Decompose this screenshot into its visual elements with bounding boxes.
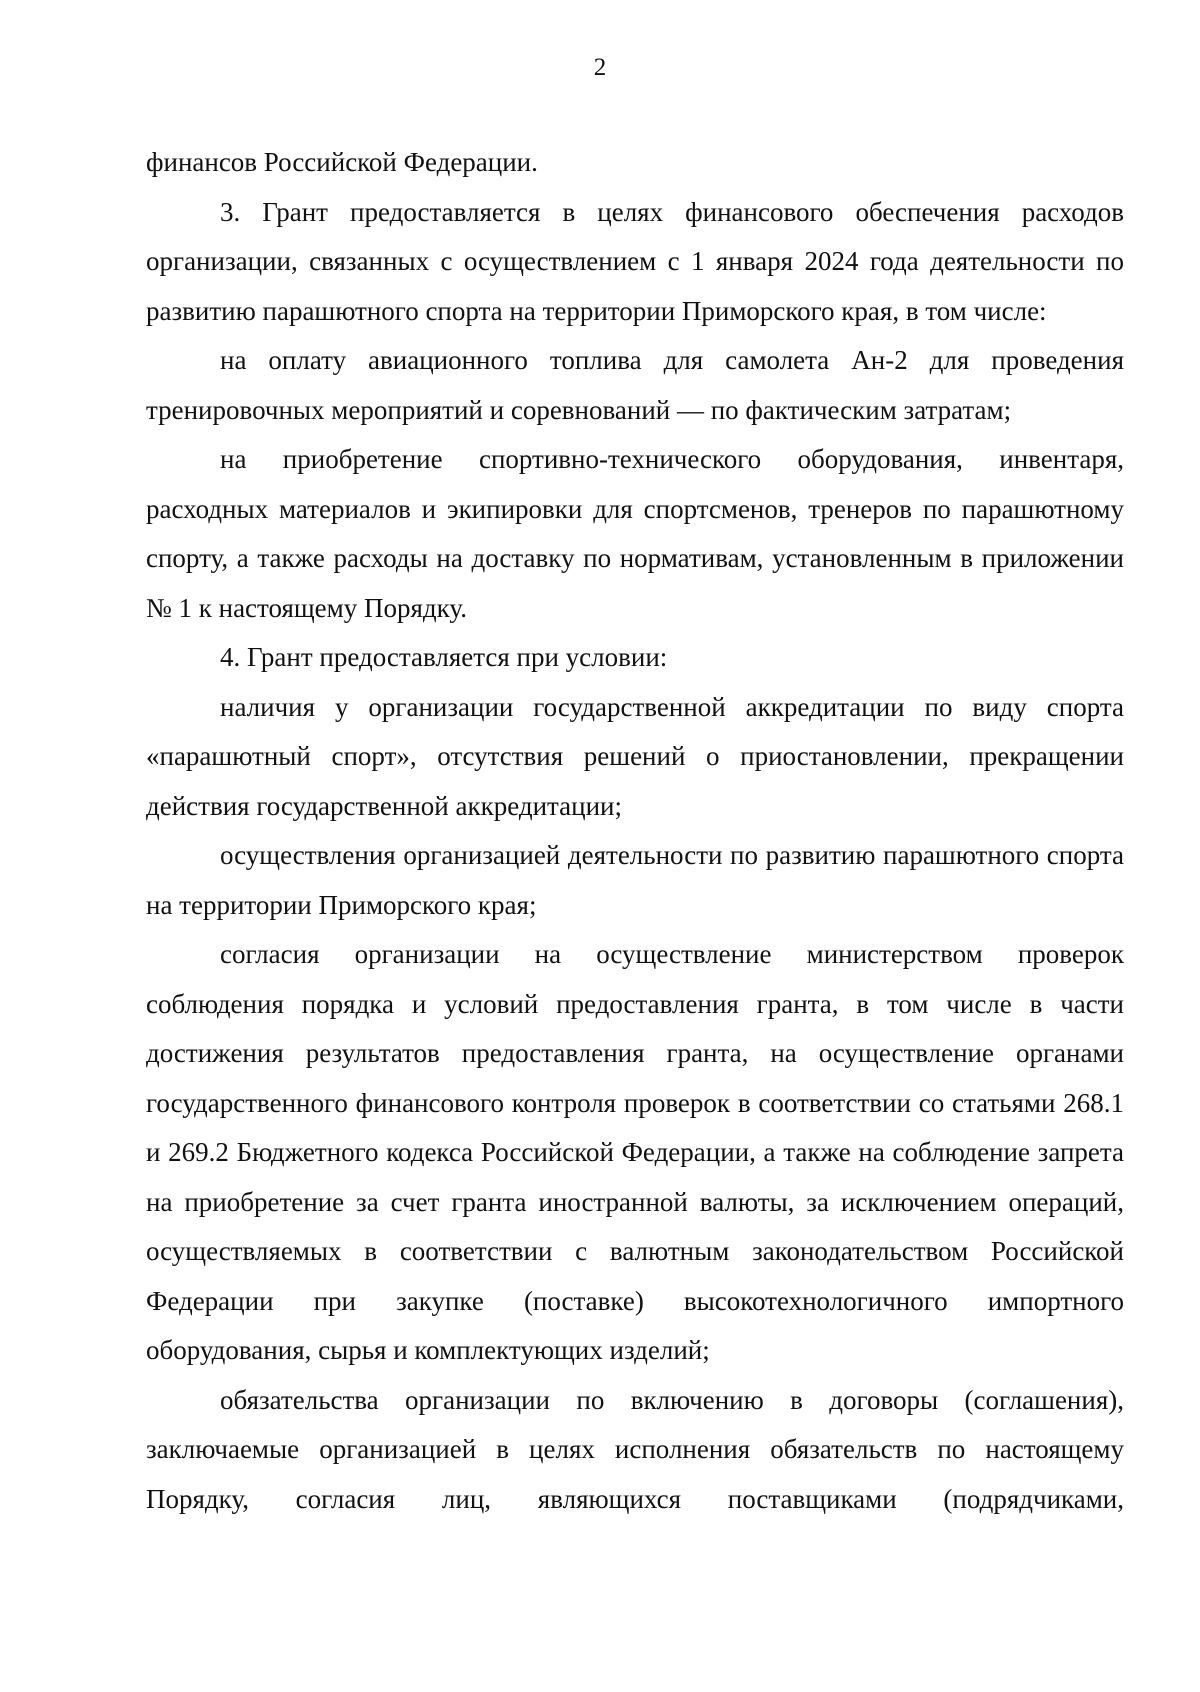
paragraph: наличия у организации государственной аккредитации по виду спорта «парашютный спорт», отсутствия решений о приостановлении, прекращении действия государственной аккредитации; xyxy=(146,691,1124,821)
paragraph: финансов Российской Федерации. xyxy=(146,147,538,177)
paragraph: осуществления организацией деятельности по развитию парашютного спорта на территории Приморского края; xyxy=(146,840,1124,920)
paragraph: обязательства организации по включению в договоры (соглашения), заключаемые организацией в целях исполнения обязательств по настоящему Порядку, согласия лиц, являющихся поставщиками (подрядчиками, xyxy=(146,1384,1124,1514)
paragraph: на оплату авиационного топлива для самолета Ан-2 для проведения тренировочных мероприятий и соревнований — по фактическим затратам; xyxy=(146,345,1124,425)
paragraph: 3. Грант предоставляется в целях финансового обеспечения расходов организации, связанных с осуществлением с 1 января 2024 года деятельности по развитию парашютного спорта на территории Приморского края, в том числе: xyxy=(146,196,1124,326)
document-body xyxy=(146,138,1124,1524)
paragraph: 4. Грант предоставляется при условии: xyxy=(220,642,668,672)
paragraph: на приобретение спортивно-технического оборудования, инвентаря, расходных материалов и экипировки для спортсменов, тренеров по парашютному спорту, а также расходы на доставку по нормативам, установленным в приложении № 1 к настоящему Порядку. xyxy=(146,444,1124,623)
paragraph: согласия организации на осуществление министерством проверок соблюдения порядка и условий предоставления гранта, в том числе в части достижения результатов предоставления гранта, на осуществление органами государственного финансового контроля проверок в соответствии со статьями 268.1 и 269.2 Бюджетного кодекса Российской Федерации, а также на соблюдение запрета на приобретение за счет гранта иностранной валюты, за исключением операций, осуществляемых в соответствии с валютным законодательством Российской Федерации при закупке (поставке) высокотехнологичного импортного оборудования, сырья и комплектующих изделий; xyxy=(146,939,1124,1365)
page-number: 2 xyxy=(593,54,607,81)
